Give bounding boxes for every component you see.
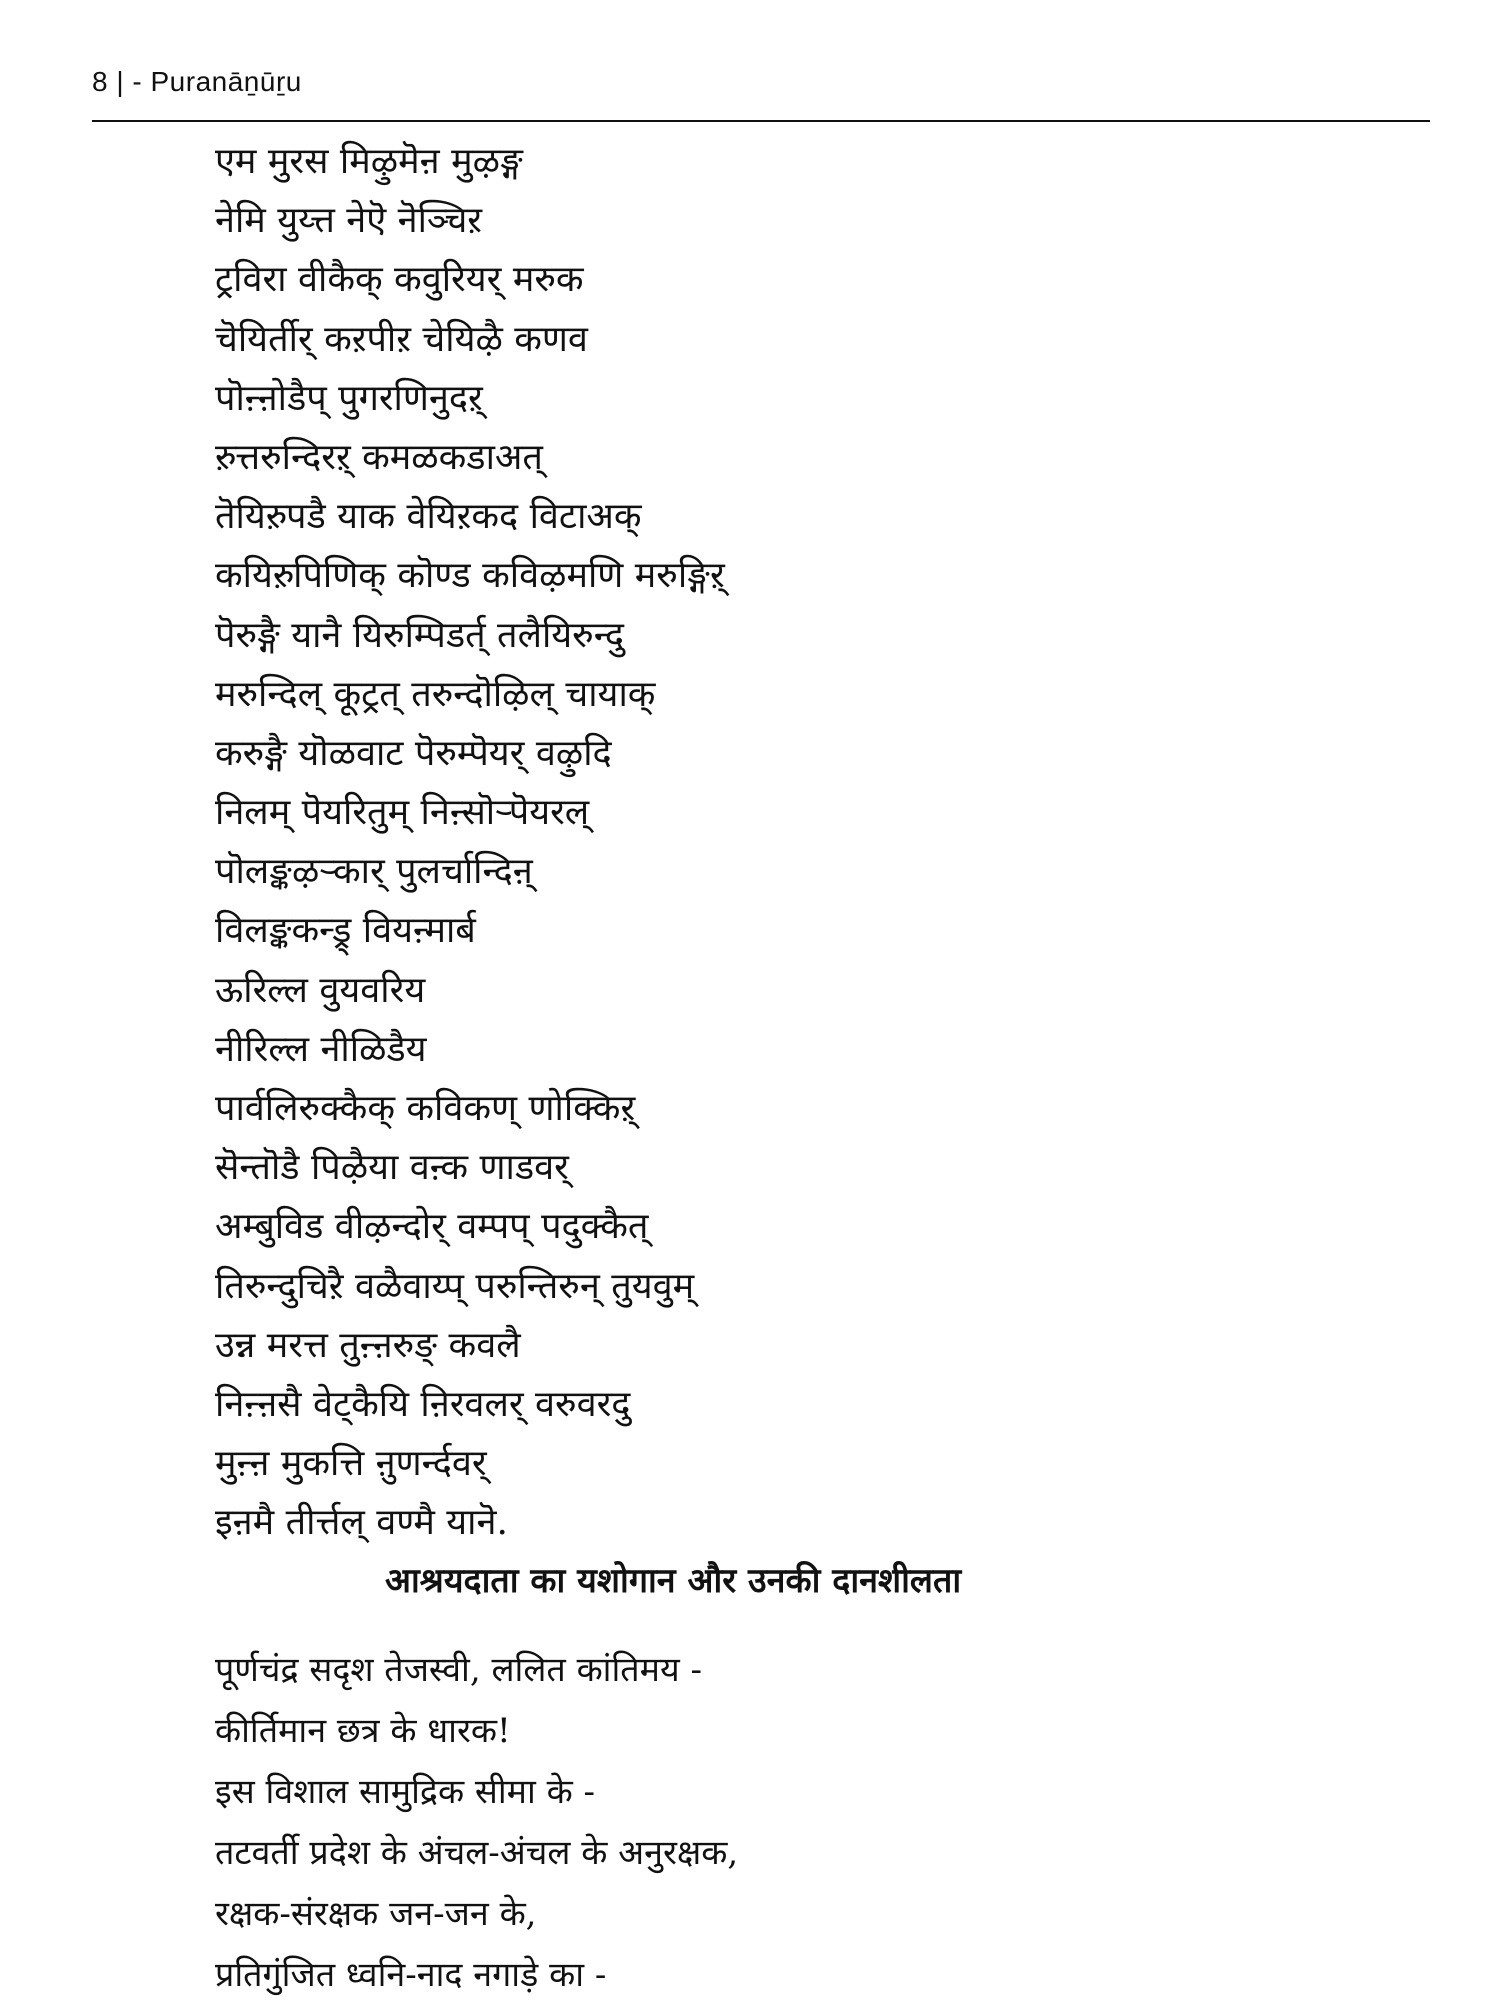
translation-line: कीर्तिमान छत्र के धारक! bbox=[215, 1711, 511, 1751]
verse-line: नेमि युय्त्त नेऎ नॆञ्चिऱ bbox=[215, 200, 483, 242]
verse-line: निलम् पॆयरितुम् निऩ्सॊऱ्पॆयरल् bbox=[215, 792, 590, 834]
header-rule bbox=[92, 120, 1430, 122]
verse-line: तिरुन्दुचिऱै वळैवाय्प् परुन्तिरुन् तुयवुम् bbox=[215, 1265, 695, 1307]
translation-line: प्रतिगुंजित ध्वनि-नाद नगाड़े का - bbox=[215, 1955, 607, 1995]
verse-line: अम्बुविड वीऴन्दोर् वम्पप् पदुक्कैत् bbox=[215, 1206, 649, 1248]
translation-line: तटवर्ती प्रदेश के अंचल-अंचल के अनुरक्षक, bbox=[215, 1833, 739, 1873]
verse-line: चॆयिर्तीर् कऱपीऱ चेयिऴै कणव bbox=[215, 318, 588, 360]
running-head: 8 | - Puranāṉūṟu bbox=[92, 66, 302, 97]
translation-line: इस विशाल सामुद्रिक सीमा के - bbox=[215, 1772, 596, 1812]
translation-line: पूर्णचंद्र सदृश तेजस्वी, ललित कांतिमय - bbox=[215, 1650, 703, 1690]
verse-line: पॆरुङ्गै यानै यिरुम्पिडर्त् तलैयिरुन्दु bbox=[215, 614, 624, 656]
verse-line: पॊलङ्कऴऱ्कार् पुलर्चान्दिऩ् bbox=[215, 851, 533, 893]
verse-line: पॊऩ्ऩोडैप् पुगरणिनुदऱ् bbox=[215, 377, 483, 419]
verse-line: मुऩ्ऩ मुकत्ति ऩुणर्न्दवर् bbox=[215, 1443, 487, 1485]
verse-line: निऩ्ऩसै वेट्कैयि ऩिरवलर् वरुवरदु bbox=[215, 1383, 631, 1425]
verse-line: पार्वलिरुक्कैक् कविकण् णोक्किऱ् bbox=[215, 1088, 636, 1129]
verse-line: उन्न मरत्त तुऩ्ऩरुङ् कवलै bbox=[215, 1324, 521, 1366]
verse-line: मरुन्दिल् कूट्रत् तरुन्दॊऴिल् चायाक् bbox=[215, 673, 656, 715]
translation-line: रक्षक-संरक्षक जन-जन के, bbox=[215, 1894, 537, 1934]
verse-line: एम मुरस मिऴुमॆऩ मुऴङ्ग bbox=[215, 141, 523, 182]
verse-line: ऊरिल्ल वुयवरिय bbox=[215, 969, 426, 1011]
verse-line: नीरिल्ल नीळिडैय bbox=[215, 1028, 427, 1070]
verse-line: ट्रविरा वीकैक् कवुरियर् मरुक bbox=[215, 259, 584, 301]
transliterated-verse bbox=[215, 132, 725, 1553]
verse-line: विलङ्ककन्ड्र् वियऩ्मार्ब bbox=[215, 910, 476, 952]
verse-line: तॆयिऱुपडै याक वेयिऱकद विटाअक् bbox=[215, 496, 642, 538]
verse-line: कयिऱुपिणिक् कॊण्ड कविऴमणि मरुङ्गिऱ् bbox=[215, 555, 725, 597]
verse-line: ऱुत्तरुन्दिरऱ् कमळकडाअत् bbox=[215, 436, 543, 478]
verse-line: करुङ्गै यॊळवाट पॆरुम्पॆयर् वऴुदि bbox=[215, 732, 612, 774]
section-heading: आश्रयदाता का यशोगान और उनकी दानशीलता bbox=[385, 1561, 962, 1601]
verse-line: सॆन्तॊडै पिऴैया वऩ्क णाडवर् bbox=[215, 1147, 569, 1189]
hindi-translation bbox=[215, 1640, 738, 2006]
verse-line: इऩमै तीर्त्तल् वण्मै यानॆ. bbox=[215, 1502, 508, 1544]
